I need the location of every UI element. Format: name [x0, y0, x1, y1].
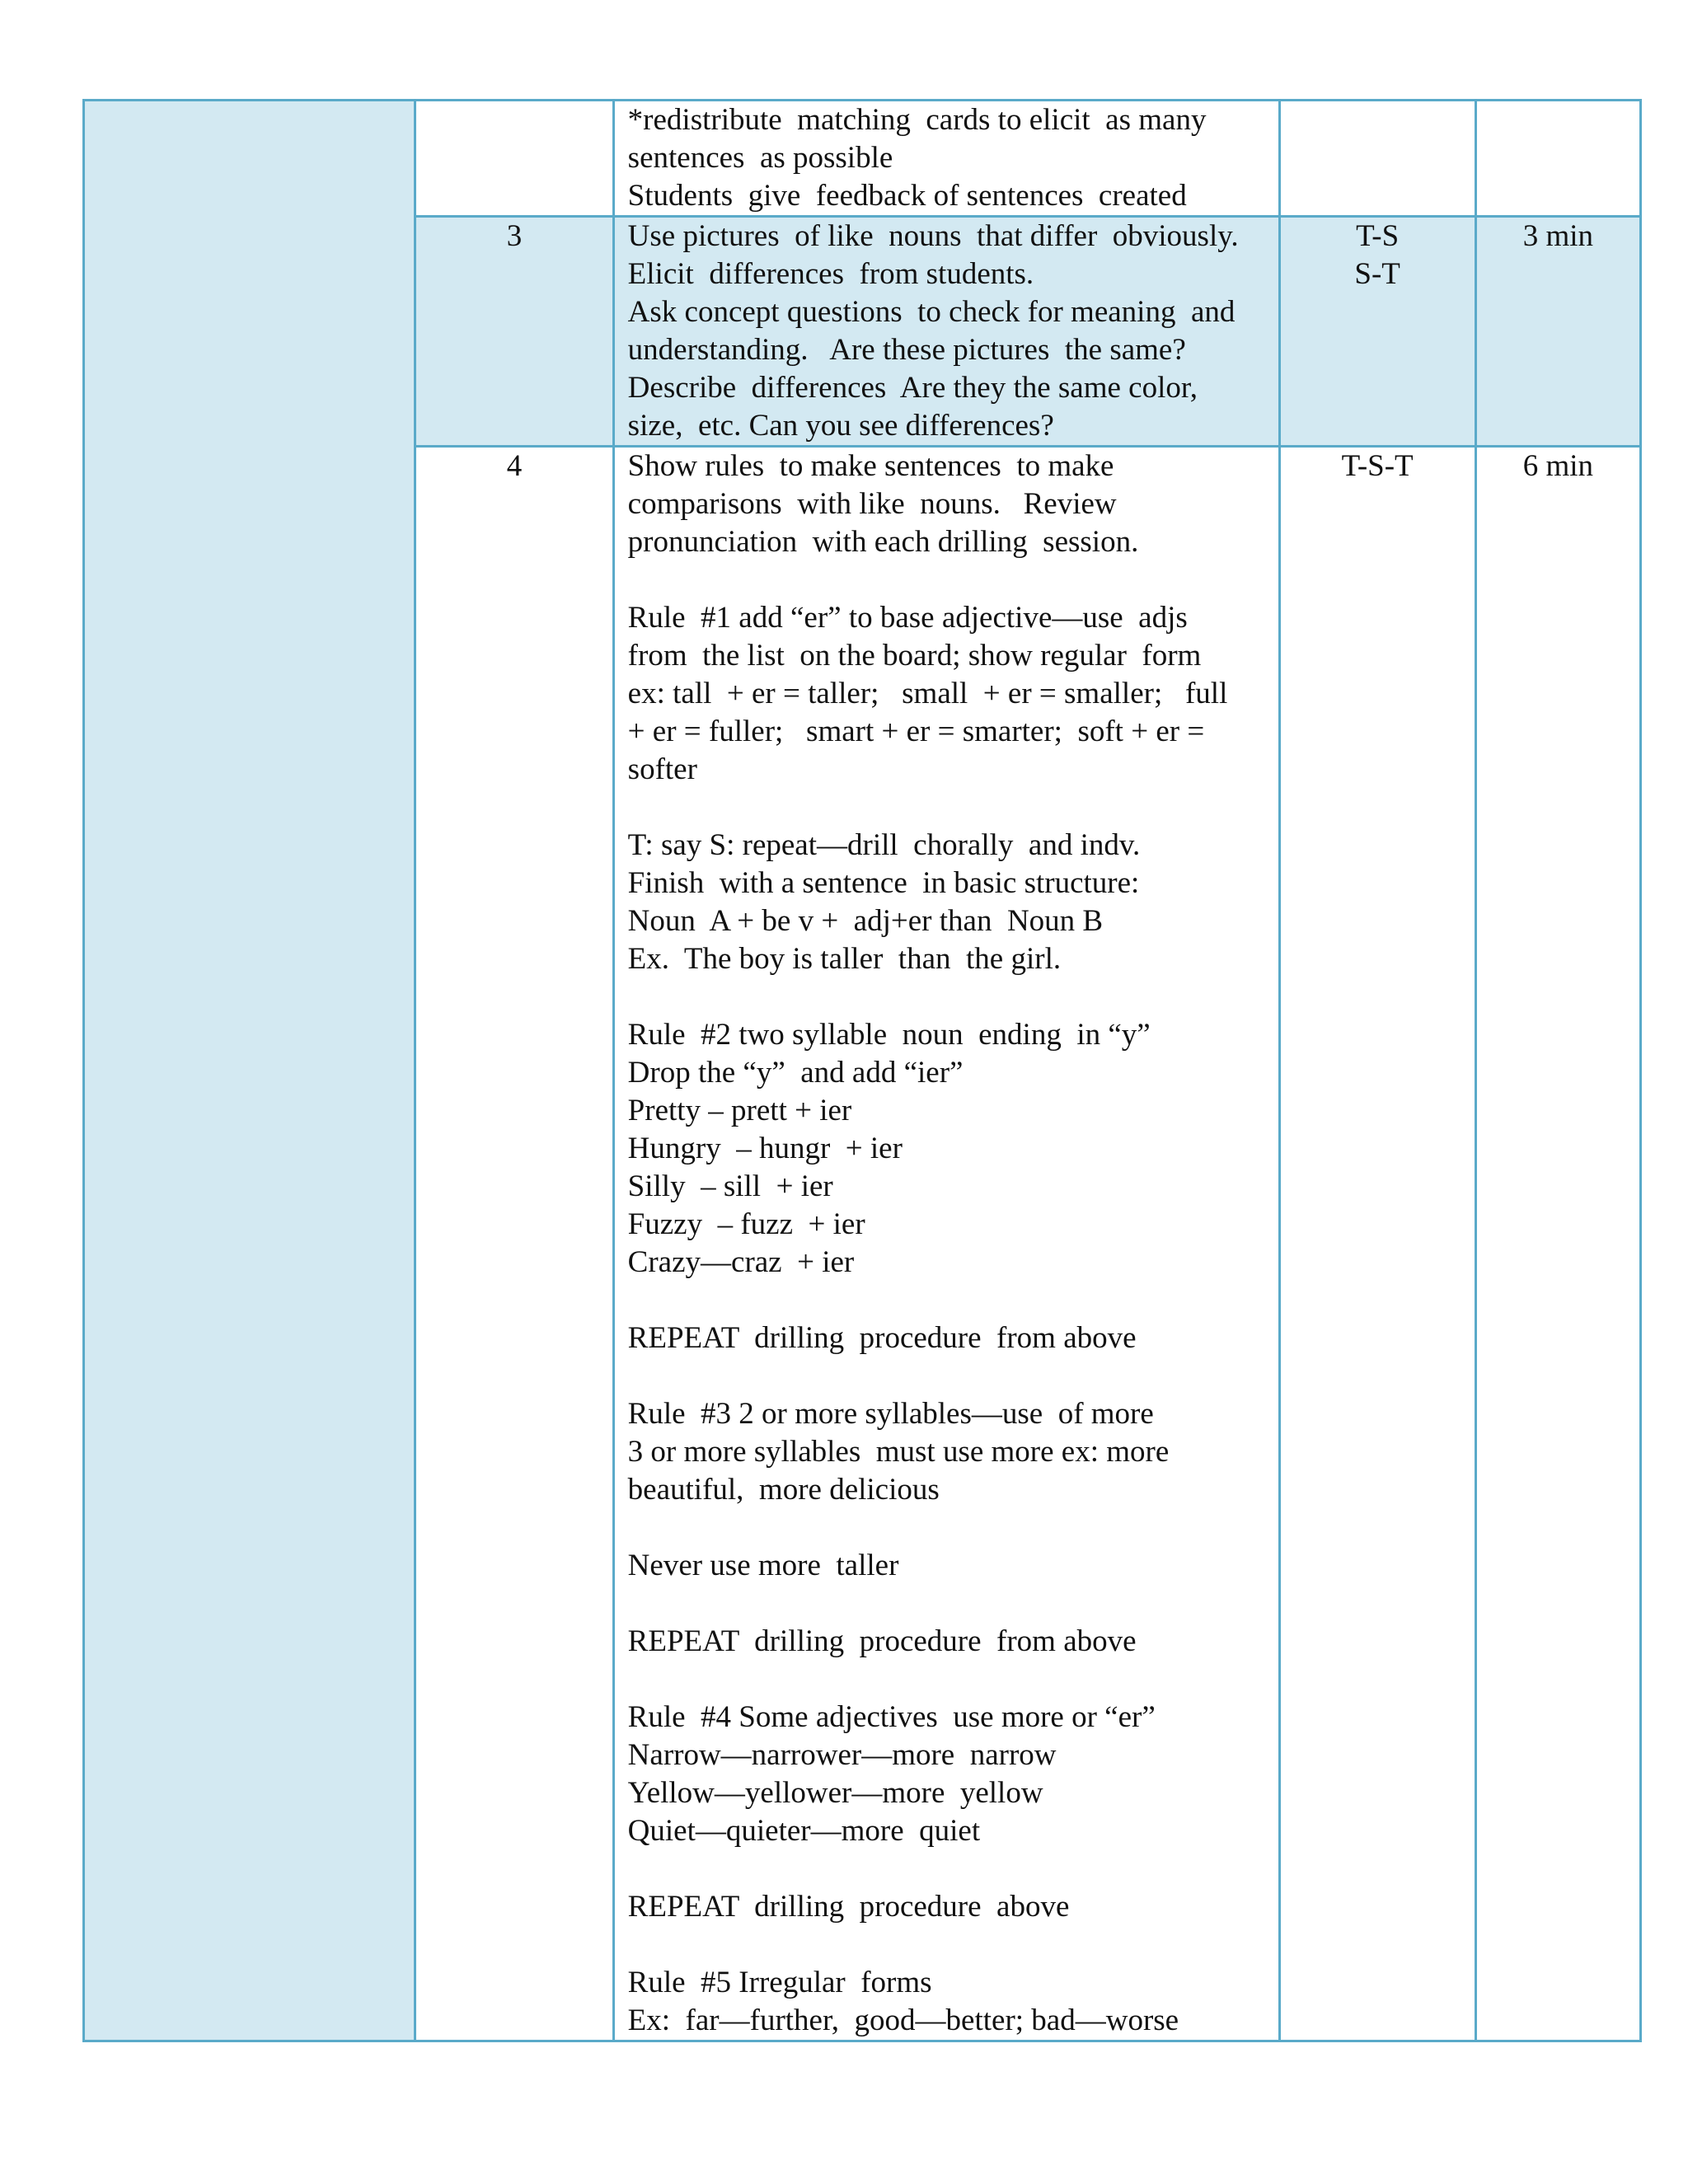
step-cell — [415, 217, 613, 447]
procedure-line: Show rules to make sentences to make — [627, 449, 1114, 483]
blank-line — [628, 1357, 1267, 1395]
procedure-line: Crazy—craz + ier — [627, 1245, 855, 1279]
procedure-line: Pretty – prett + ier — [627, 1094, 852, 1127]
procedure-line: + er = fuller; smart + er = smarter; soft + er = — [627, 715, 1205, 748]
step-number: 4 — [506, 449, 523, 483]
procedure-line: ex: tall + er = taller; small + er = smaller; full — [627, 677, 1228, 710]
interaction-pattern: T-S — [1356, 219, 1400, 253]
procedure-line: Finish with a sentence in basic structure: — [627, 866, 1140, 900]
procedure-text — [615, 101, 1278, 215]
blank-line — [628, 978, 1267, 1016]
procedure-line: Noun A + be v + adj+er than Noun B — [627, 904, 1104, 938]
time-cell — [1475, 447, 1640, 2041]
procedure-line: Rule #3 2 or more syllables—use of more — [627, 1397, 1154, 1431]
procedure-line: Ex. The boy is taller than the girl. — [627, 942, 1062, 976]
procedure-line: Rule #4 Some adjectives use more or “er” — [627, 1700, 1156, 1734]
procedure-line: Never use more taller — [627, 1549, 899, 1582]
time-value: 3 min — [1522, 219, 1594, 253]
procedure-line: sentences as possible — [627, 141, 893, 175]
procedure-line: Use pictures of like nouns that differ obviously. — [627, 219, 1239, 253]
procedure-line: beautiful, more delicious — [627, 1473, 940, 1507]
procedure-line: REPEAT drilling procedure from above — [627, 1321, 1137, 1355]
procedure-line: Hungry – hungr + ier — [627, 1132, 903, 1165]
procedure-cell — [613, 217, 1279, 447]
interaction-text — [1281, 218, 1475, 293]
procedure-line: Drop the “y” and add “ier” — [627, 1056, 964, 1090]
procedure-line: T: say S: repeat—drill chorally and indv. — [627, 828, 1141, 862]
step-cell — [415, 101, 613, 217]
procedure-line: *redistribute matching cards to elicit as many — [627, 103, 1207, 137]
interaction-cell — [1279, 217, 1475, 447]
blank-line — [628, 1926, 1267, 1964]
procedure-line: Fuzzy – fuzz + ier — [627, 1207, 865, 1241]
procedure-line: size, etc. Can you see differences? — [627, 409, 1054, 443]
time-cell — [1475, 217, 1640, 447]
time-cell — [1475, 101, 1640, 217]
procedure-line: Describe differences Are they the same color, — [627, 371, 1198, 405]
lesson-plan-table — [82, 99, 1642, 2042]
procedure-line: REPEAT drilling procedure above — [627, 1890, 1070, 1924]
procedure-line: understanding. Are these pictures the same? — [627, 333, 1186, 367]
blank-line — [628, 1282, 1267, 1319]
procedure-cell — [613, 447, 1279, 2041]
blank-line — [628, 1509, 1267, 1547]
interaction-cell — [1279, 101, 1475, 217]
blank-line — [628, 789, 1267, 827]
interaction-text — [1281, 448, 1475, 485]
procedure-text — [615, 218, 1278, 445]
blank-line — [628, 561, 1267, 599]
interaction-cell — [1279, 447, 1475, 2041]
table-row — [84, 101, 1641, 217]
procedure-line: Yellow—yellower—more yellow — [627, 1776, 1043, 1810]
procedure-line: Narrow—narrower—more narrow — [627, 1738, 1057, 1772]
interaction-pattern: S-T — [1354, 257, 1400, 291]
procedure-line: from the list on the board; show regular form — [627, 639, 1202, 673]
procedure-line: REPEAT drilling procedure from above — [627, 1624, 1137, 1658]
stage-cell — [84, 101, 415, 2041]
step-cell — [415, 447, 613, 2041]
interaction-pattern: T-S-T — [1341, 449, 1414, 483]
procedure-line: softer — [627, 752, 697, 786]
procedure-line: Students give feedback of sentences created — [627, 179, 1187, 213]
procedure-line: 3 or more syllables must use more ex: more — [627, 1435, 1170, 1469]
procedure-line: Ask concept questions to check for meaning and — [627, 295, 1236, 329]
procedure-line: Quiet—quieter—more quiet — [627, 1814, 981, 1848]
procedure-line: pronunciation with each drilling session. — [627, 525, 1139, 559]
procedure-line: Elicit differences from students. — [627, 257, 1034, 291]
blank-line — [628, 1585, 1267, 1623]
procedure-text — [615, 448, 1278, 2040]
blank-line — [628, 1661, 1267, 1699]
blank-line — [628, 1850, 1267, 1888]
procedure-cell — [613, 101, 1279, 217]
procedure-line: Rule #1 add “er” to base adjective—use adjs — [627, 601, 1188, 635]
procedure-line: Rule #2 two syllable noun ending in “y” — [627, 1018, 1151, 1052]
procedure-line: Ex: far—further, good—better; bad—worse — [627, 2004, 1179, 2037]
procedure-line: Silly – sill + ier — [627, 1169, 833, 1203]
procedure-line: Rule #5 Irregular forms — [627, 1966, 932, 1999]
procedure-line: comparisons with like nouns. Review — [627, 487, 1117, 521]
step-number: 3 — [506, 219, 523, 253]
time-value: 6 min — [1522, 449, 1594, 483]
